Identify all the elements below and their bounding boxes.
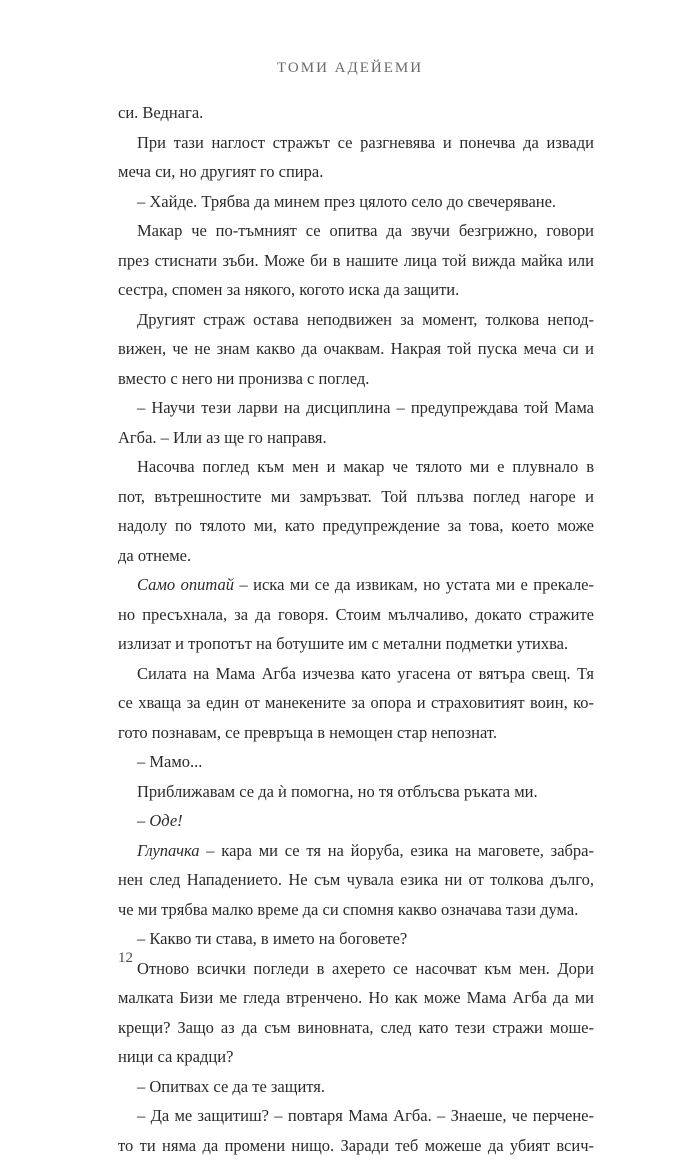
- line-text: При тази наглост стражът се разгневява и понечва да извади: [137, 133, 594, 152]
- line-text: но пресъхнала, за да говоря. Стоим мълчаливо, докато стражите: [118, 605, 594, 624]
- text-line: [118, 98, 594, 128]
- line-text: – Какво ти става, в името на боговете?: [137, 929, 407, 948]
- text-line: [118, 688, 594, 718]
- line-text: меча си, но другият го спира.: [118, 162, 323, 181]
- text-line: [118, 216, 594, 246]
- text-line: [118, 1042, 594, 1072]
- text-line: [118, 541, 594, 571]
- line-text: сестра, спомен за някого, когото иска да защити.: [118, 280, 459, 299]
- line-text: да отнеме.: [118, 546, 191, 565]
- text-line: [118, 364, 594, 394]
- line-text: – Опитвах се да те защитя.: [137, 1077, 325, 1096]
- text-line: [118, 482, 594, 512]
- text-line: [118, 157, 594, 187]
- line-text: Силата на Мама Агба изчезва като угасена от вятъра свещ. Тя: [137, 664, 594, 683]
- line-text: –: [137, 811, 149, 830]
- italic-phrase: Само опитай: [137, 575, 234, 594]
- text-line: [118, 305, 594, 335]
- italic-phrase: Оде!: [149, 811, 182, 830]
- text-line: [118, 924, 594, 954]
- line-text: Агба. – Или аз ще го направя.: [118, 428, 327, 447]
- line-text: че ми трябва малко време да си спомня какво означава тази дума.: [118, 900, 578, 919]
- text-line: [118, 747, 594, 777]
- line-text: – Хайде. Трябва да минем през цялото село до свечеряване.: [137, 192, 556, 211]
- line-text: малката Бизи ме гледа втренчено. Но как може Мама Агба да ми: [118, 988, 594, 1007]
- text-line: [118, 983, 594, 1013]
- line-text: Другият страж остава неподвижен за момент, толкова непод-: [137, 310, 594, 329]
- text-line: [118, 570, 594, 600]
- text-line: [118, 777, 594, 807]
- text-line: [118, 895, 594, 925]
- text-line: [118, 511, 594, 541]
- text-line: [118, 954, 594, 984]
- line-text: надолу по тялото ми, като предупреждение за това, което може: [118, 516, 594, 535]
- text-line: [118, 629, 594, 659]
- line-text: гото познавам, се превръща в немощен стар непознат.: [118, 723, 497, 742]
- line-text: – кара ми се тя на йоруба, езика на маговете, забра-: [200, 841, 594, 860]
- text-line: [118, 423, 594, 453]
- running-head: ТОМИ АДЕЙЕМИ: [0, 60, 700, 77]
- line-text: през стиснати зъби. Може би в нашите лица той вижда майка или: [118, 251, 594, 270]
- line-text: излизат и тропотът на ботушите им с метални подметки утихва.: [118, 634, 568, 653]
- text-line: [118, 275, 594, 305]
- text-line: [118, 393, 594, 423]
- text-line: [118, 334, 594, 364]
- line-text: – Научи тези ларви на дисциплина – предупреждава той Мама: [137, 398, 594, 417]
- line-text: си. Веднага.: [118, 103, 203, 122]
- line-text: Макар че по-тъмният се опитва да звучи безгрижно, говори: [137, 221, 594, 240]
- line-text: вижен, че не знам какво да очаквам. Накрая той пуска меча си и: [118, 339, 594, 358]
- text-line: [118, 1131, 594, 1160]
- line-text: – иска ми се да извикам, но устата ми е прекале-: [234, 575, 594, 594]
- line-text: крещи? Защо аз да съм виновната, след като тези стражи моше-: [118, 1018, 594, 1037]
- body-text: [118, 98, 594, 1160]
- line-text: – Мамо...: [137, 752, 202, 771]
- line-text: Насочва поглед към мен и макар че тялото ми е плувнало в: [137, 457, 594, 476]
- line-text: ници са крадци?: [118, 1047, 233, 1066]
- italic-phrase: Глупачка: [137, 841, 200, 860]
- text-line: [118, 659, 594, 689]
- text-line: [118, 1101, 594, 1131]
- text-line: [118, 600, 594, 630]
- text-line: [118, 806, 594, 836]
- line-text: Отново всички погледи в ахерето се насочват към мен. Дори: [137, 959, 594, 978]
- line-text: нен след Нападението. Не съм чувала езика ни от толкова дълго,: [118, 870, 594, 889]
- line-text: Приближавам се да ѝ помогна, но тя отблъсва ръката ми.: [137, 782, 538, 801]
- line-text: – Да ме защитиш? – повтаря Мама Агба. – Знаеше, че перчене-: [137, 1106, 594, 1125]
- text-line: [118, 187, 594, 217]
- page-number: 12: [118, 950, 133, 967]
- text-line: [118, 718, 594, 748]
- text-line: [118, 836, 594, 866]
- text-line: [118, 865, 594, 895]
- text-line: [118, 246, 594, 276]
- text-line: [118, 1072, 594, 1102]
- line-text: пот, вътрешностите ми замръзват. Той плъзва поглед нагоре и: [118, 487, 594, 506]
- text-line: [118, 452, 594, 482]
- line-text: то ти няма да промени нищо. Заради теб можеше да убият всич-: [118, 1136, 594, 1155]
- text-line: [118, 1013, 594, 1043]
- text-line: [118, 128, 594, 158]
- line-text: вместо с него ни пронизва с поглед.: [118, 369, 369, 388]
- line-text: се хваща за един от манекените за опора и страховитият воин, ко-: [118, 693, 594, 712]
